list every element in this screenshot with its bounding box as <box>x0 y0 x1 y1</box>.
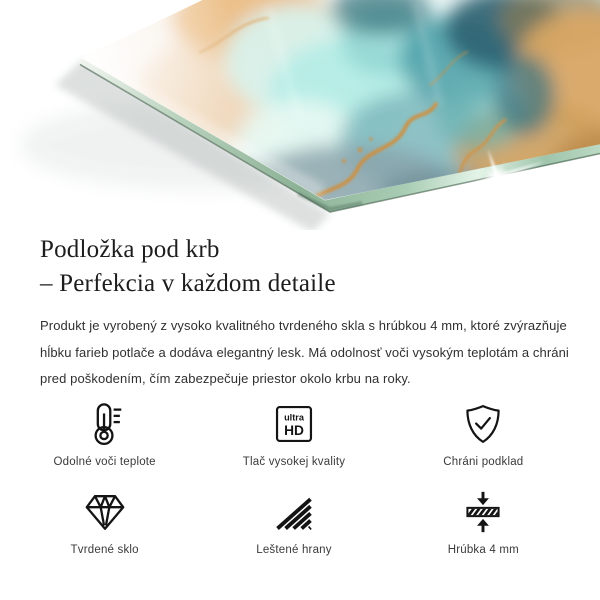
feature-heat-resistant <box>10 398 199 486</box>
ultra-hd-badge-top: ultra <box>284 412 304 423</box>
feature-thickness <box>389 486 578 557</box>
feature-grid <box>10 398 578 557</box>
feature-polished-edges <box>199 486 388 557</box>
title-line-2: – Perfekcia v každom detaile <box>40 270 336 297</box>
ultra-hd-icon <box>272 398 316 450</box>
page-title <box>40 233 336 301</box>
shield-check-icon <box>461 398 505 450</box>
feature-label: Hrúbka 4 mm <box>447 544 519 556</box>
title-line-1: Podložka pod krb <box>40 236 220 263</box>
product-description: Produkt je vyrobený z vysoko kvalitného tvrdeného skla s hrúbkou 4 mm, ktoré zvýrazňuje hĺbku farieb potlače a dodáva elegantný lesk. Má odolnosť voči vysokým teplotám a chráni pred poškodením, čím zabezpečuje priestor okolo krbu na roky. <box>40 318 569 386</box>
feature-label: Leštené hrany <box>256 544 332 556</box>
feature-label: Tlač vysokej kvality <box>242 456 346 468</box>
polished-edges-icon <box>272 486 316 538</box>
thickness-icon <box>461 486 505 538</box>
feature-protects-floor <box>389 398 578 486</box>
ultra-hd-badge-bottom: HD <box>284 423 304 438</box>
thermometer-icon <box>82 398 128 450</box>
feature-print-quality <box>199 398 388 486</box>
diamond-icon <box>82 486 128 538</box>
product-photo <box>0 0 600 230</box>
feature-tempered-glass <box>10 486 199 557</box>
feature-label: Chráni podklad <box>443 456 524 468</box>
feature-label: Tvrdené sklo <box>70 544 139 556</box>
feature-label: Odolné voči teplote <box>53 456 156 468</box>
